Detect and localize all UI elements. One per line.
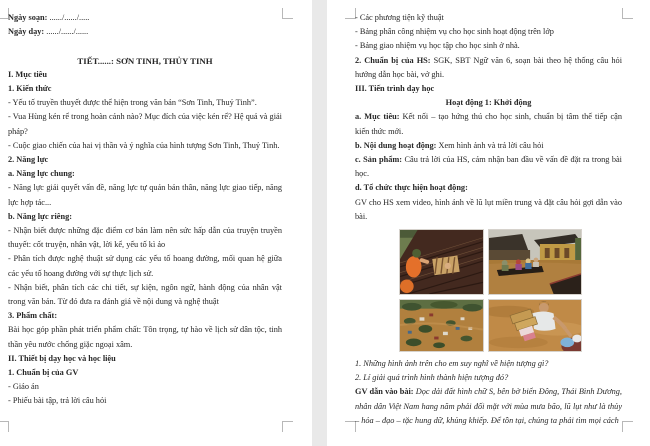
activity-muc-tieu: a. Mục tiêu: Kết nối – tạo hứng thú cho học sinh, chuẩn bị tâm thế tiếp cận kiến thức mới.	[355, 112, 622, 136]
lead-in-label: GV dẫn vào bài:	[355, 387, 414, 397]
heading-kien-thuc: 1. Kiến thức	[8, 84, 52, 93]
flood-old-town-image	[489, 230, 581, 294]
paragraph: GV cho HS xem video, hình ảnh về lũ lụt miền trung và đặt câu hỏi gợi dẫn vào bài.	[355, 197, 622, 221]
list-item: - Giáo án	[8, 382, 39, 392]
heading-pham-chat: 3. Phẩm chất:	[8, 311, 58, 321]
flood-photo-supplies	[488, 299, 582, 352]
activity-san-pham: c. Sản phẩm: Câu trả lời của HS, cảm nhận ban đầu về vấn đề đặt ra trong bài học.	[355, 155, 622, 179]
page-1[interactable]	[0, 0, 312, 446]
heading-nang-luc-chung: a. Năng lực chung:	[8, 169, 75, 179]
question-1: 1. Những hình ảnh trên cho em suy nghĩ về hiện tượng gì?	[355, 359, 549, 369]
heading-chuan-bi-hs: 2. Chuẩn bị của HS: SGK, SBT Ngữ văn 6, soạn bài theo hệ thống câu hỏi hướng dẫn học bài, vở ghi.	[355, 55, 622, 79]
heading-muc-tieu: I. Mục tiêu	[8, 69, 47, 79]
list-item: - Yếu tố truyền thuyết được thể hiện trong văn bản “Sơn Tinh, Thuỷ Tinh”.	[8, 98, 257, 108]
list-item: - Bảng giao nhiệm vụ học tập cho học sinh ở nhà.	[355, 41, 520, 51]
list-item: - Phân tích được nghệ thuật sử dụng các yếu tố hoang đường, mối quan hệ giữa các yếu tố hoang đường với sự thực lịch sử.	[8, 254, 282, 278]
heading-nang-luc-rieng: b. Năng lực riêng:	[8, 211, 72, 221]
crop-mark-icon	[622, 421, 633, 432]
activity-noi-dung: b. Nội dung hoạt động: Xem hình ảnh và trả lời câu hỏi	[355, 140, 544, 150]
heading-tien-trinh: III. Tiến trình dạy học	[355, 84, 435, 94]
page-1-text	[8, 11, 282, 409]
list-item: - Phiếu bài tập, trả lời câu hỏi	[8, 396, 107, 406]
crop-mark-icon	[282, 421, 293, 432]
flood-photo-aerial	[399, 299, 484, 352]
lesson-title: TIẾT......: SƠN TINH, THỦY TINH	[77, 55, 213, 66]
lead-in-text: Dọc dải đất hình chữ S, bên bờ biển Đông, Thái Bình Dương, nhân dân Việt Nam hang năm phải đối mặt với mùa mưa bão, lũ lụt như là thủy – hỏa – đạo – tặc hung dữ, khủng khiếp. Để tồn tại, chúng ta phải tìm mọi cách	[355, 387, 622, 425]
paragraph: Bài học góp phần phát triển phẩm chất: Tôn trọng, tự hào về lịch sử dân tộc, tinh thần yêu nước chống giặc ngoại xâm.	[8, 325, 282, 349]
crop-mark-icon	[282, 8, 293, 19]
list-item: - Năng lực giải quyết vấn đề, năng lực tự quản bản thân, năng lực giao tiếp, năng lực hợp tác...	[8, 183, 282, 207]
crop-mark-icon	[622, 8, 633, 19]
activity-to-chuc: d. Tổ chức thực hiện hoạt động:	[355, 183, 468, 193]
flood-supplies-image	[489, 300, 581, 351]
activity-heading: Hoạt động 1: Khởi động	[445, 98, 532, 108]
blank-line	[8, 39, 282, 53]
list-item: - Các phương tiện kỹ thuật	[355, 13, 444, 22]
heading-thiet-bi: II. Thiết bị dạy học và học liệu	[8, 353, 116, 363]
date-prepared-value: ....../....../.....	[47, 13, 90, 22]
crop-mark-icon	[0, 421, 9, 432]
date-prepared-line	[8, 11, 282, 25]
flood-photo-roof-rescue	[399, 229, 484, 295]
flood-photo-old-town	[488, 229, 582, 295]
list-item: - Vua Hùng kén rể trong hoàn cảnh nào? Mục đích của việc kén rể? Hệ quả và giải pháp?	[8, 112, 282, 136]
date-prepared-label: Ngày soạn:	[8, 13, 48, 22]
flood-photos	[399, 229, 582, 352]
heading-nang-luc: 2. Năng lực	[8, 155, 49, 165]
list-item: - Cuộc giao chiến của hai vị thần và ý nghĩa của hình tượng Sơn Tinh, Thuỷ Tinh.	[8, 140, 280, 150]
question-2: 2. Lí giải quá trình hình thành hiện tượng đó?	[355, 373, 509, 383]
page-2-text	[355, 11, 622, 428]
list-item: - Nhận biết, phân tích các chi tiết, sự kiện, ngôn ngữ, hành động của nhân vật trong văn bản. Từ đó đưa ra đánh giá về nội dung và nghệ thuật	[8, 282, 282, 307]
list-item: - Nhận biết được những đặc điểm cơ bản làm nên sức hấp dẫn của truyện truyền thuyết: cốt truyện, nhân vật, lời kể, yếu tố kì ảo	[8, 226, 282, 250]
page-2[interactable]	[327, 0, 650, 446]
heading-chuan-bi-gv: 1. Chuẩn bị của GV	[8, 368, 79, 378]
list-item: - Bảng phân công nhiệm vụ cho học sinh hoạt động trên lớp	[355, 27, 554, 37]
flood-roof-rescue-image	[400, 230, 483, 294]
date-taught-line	[8, 25, 282, 39]
date-taught-value: ....../....../......	[44, 27, 89, 37]
date-taught-label: Ngày dạy:	[8, 27, 45, 37]
lead-in-paragraph	[355, 385, 622, 428]
flood-aerial-image	[400, 300, 483, 351]
